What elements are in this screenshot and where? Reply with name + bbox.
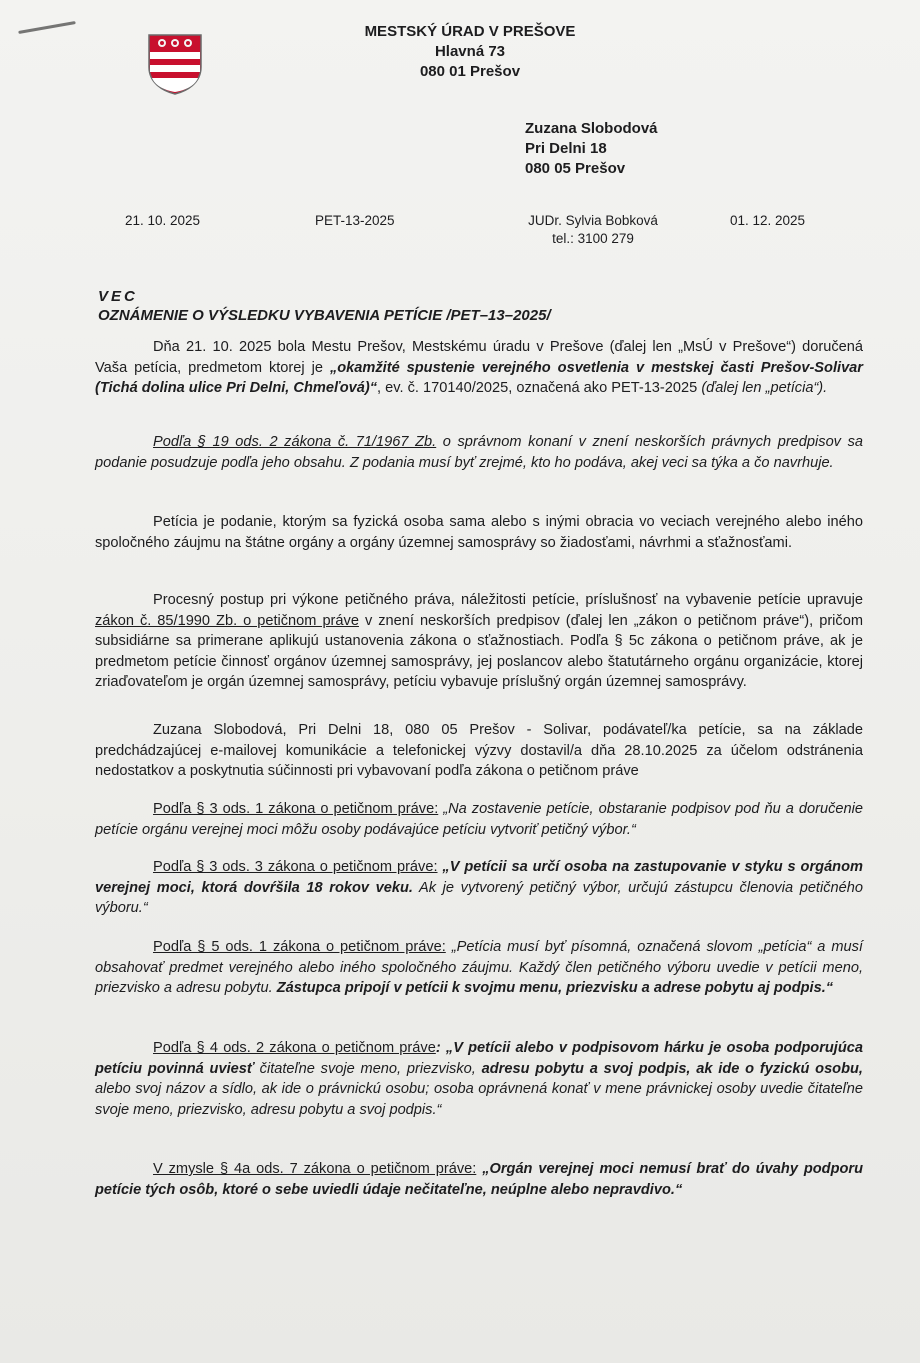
p6-quote: „Na zostavenie petície, obstaranie podpisov pod ňu a doručenie petície orgánu verejnej moci môžu osoby podávajúce petíciu vytvoriť petičný výbor.“ bbox=[95, 801, 863, 838]
p8-quote: „Petícia musí byť písomná, označená slovom „petícia“ a musí obsahovať predmet verejného alebo iného spoločného záujmu. Každý člen petičného výboru uvedie v petícii meno, priezvisko a adresu pobytu. bbox=[95, 939, 863, 996]
p1-subject: „okamžité spustenie verejného osvetlenia v mestskej časti Prešov-Solivar (Tichá dolina ulice Pri Delni, Chmeľová)“ bbox=[95, 359, 863, 396]
p9-quote-bold-2: adresu pobytu a svoj podpis, ak ide o fyzickú osobu, bbox=[481, 1060, 863, 1077]
paragraph-6 bbox=[95, 799, 863, 840]
p8-quote-bold: Zástupca pripojí v petícii k svojmu menu, priezvisku a adrese pobytu aj podpis.“ bbox=[276, 980, 834, 996]
paragraph-5 bbox=[95, 720, 863, 782]
office-city: 080 01 Prešov bbox=[419, 63, 521, 80]
p9-colon: : „ bbox=[435, 1040, 454, 1056]
addressee-street: Pri Delni 18 bbox=[525, 140, 607, 157]
p7-quote-bold: „V petícii sa určí osoba na zastupovanie v styku s orgánom verejnej moci, ktorá dovŕšila 18 rokov veku. bbox=[95, 859, 863, 896]
clerk-phone: tel.: 3100 279 bbox=[552, 231, 634, 246]
p7-law-ref: Podľa § 3 ods. 3 zákona o petičnom práve: bbox=[153, 859, 438, 875]
p8-law-ref: Podľa § 5 ods. 1 zákona o petičnom práve: bbox=[153, 939, 446, 955]
issue-date: 01. 12. 2025 bbox=[730, 213, 806, 228]
p6-law-ref: Podľa § 3 ods. 1 zákona o petičnom práve: bbox=[153, 801, 439, 817]
received-date: 21. 10. 2025 bbox=[125, 213, 201, 228]
p1-alias: (ďalej len „petícia“). bbox=[701, 380, 828, 396]
clerk-block bbox=[518, 212, 668, 248]
subject-block bbox=[98, 287, 551, 325]
p2-text: o správnom konaní v znení neskorších právnych predpisov sa podanie posudzuje podľa jeho obsahu. Z podania musí byť zrejmé, kto ho podáva, akej veci sa týka a čo navrhuje. bbox=[95, 434, 863, 471]
case-number: PET-13-2025 bbox=[315, 213, 395, 228]
p1-text: Dňa 21. 10. 2025 bola Mestu Prešov, Mestskému úradu v Prešove (ďalej len „MsÚ v Prešove“) doručená Vaša petícia, predmetom ktorej je bbox=[95, 339, 863, 376]
p4-law-ref: zákon č. 85/1990 Zb. o petičnom práve bbox=[95, 612, 359, 629]
p4-text: Procesný postup pri výkone petičného práva, náležitosti petície, príslušnosť na vybavenie petície upravuje bbox=[153, 592, 863, 608]
office-name: MESTSKÝ ÚRAD V PREŠOVE bbox=[364, 23, 576, 40]
coat-of-arms-icon bbox=[147, 33, 203, 95]
paragraph-7 bbox=[95, 857, 863, 919]
office-street: Hlavná 73 bbox=[434, 43, 506, 60]
p5-text: Zuzana Slobodová, Pri Delni 18, 080 05 Prešov - Solivar, podávateľ/ka petície, sa na základe predchádzajúcej e-mailovej komunikácie a telefonickej výzvy dostavil/a dňa 28.10.2025 za účelom odstránenia nedostatkov a poskytnutia súčinnosti pri vybavovaní podľa zákona o petičnom práve bbox=[95, 722, 863, 779]
addressee-block bbox=[525, 119, 658, 179]
paragraph-4 bbox=[95, 590, 863, 693]
p9-law-ref: Podľa § 4 ods. 2 zákona o petičnom práve bbox=[153, 1040, 436, 1056]
paragraph-3 bbox=[95, 512, 863, 553]
paragraph-8 bbox=[95, 937, 863, 999]
p9-quote-2: alebo svoj názov a sídlo, ak ide o právnickú osobu; osoba oprávnená konať v mene právnickej osoby uvedie čitateľne svoje meno, priezvisko, adresu pobytu a svoj podpis.“ bbox=[95, 1081, 863, 1118]
addressee-city: 080 05 Prešov bbox=[525, 160, 626, 177]
p10-law-ref: V zmysle § 4a ods. 7 zákona o petičnom práve: bbox=[153, 1161, 477, 1177]
subject-title: OZNÁMENIE O VÝSLEDKU VYBAVENIA PETÍCIE /PET–13–2025/ bbox=[98, 307, 551, 324]
pen-mark bbox=[18, 21, 76, 34]
paragraph-2 bbox=[95, 432, 863, 473]
p9-quote: čitateľne svoje meno, priezvisko, bbox=[253, 1060, 482, 1077]
paragraph-1 bbox=[95, 337, 863, 399]
clerk-name: JUDr. Sylvia Bobková bbox=[528, 213, 658, 228]
paragraph-10 bbox=[95, 1159, 863, 1200]
office-header bbox=[300, 22, 640, 82]
addressee-name: Zuzana Slobodová bbox=[525, 120, 658, 137]
p2-law-ref: Podľa § 19 ods. 2 zákona č. 71/1967 Zb. bbox=[153, 434, 437, 450]
p7-quote: Ak je vytvorený petičný výbor, určujú zástupcu členovia petičného výboru.“ bbox=[95, 879, 863, 916]
p10-quote: „Orgán verejnej moci nemusí brať do úvahy podporu petície tých osôb, ktoré o sebe uviedli údaje nečitateľne, neúplne alebo nepravdivo.“ bbox=[95, 1161, 864, 1198]
p4-text-cont: v znení neskorších predpisov (ďalej len „zákon o petičnom práve“), pričom subsidiárne sa primerane aplikujú ustanovenia zákona o sťažnostiach. Podľa § 5c zákona o petičnom práve, ak je predmetom petície činnosť orgánov územnej samosprávy, jej poslancov alebo štatutárneho orgánu organizácie, ktorej zriaďovateľom je orgán územnej samosprávy, petíciu vybavuje príslušný orgán územnej samosprávy. bbox=[95, 612, 863, 690]
p1-ref: , ev. č. 170140/2025, označená ako PET-13-2025 bbox=[377, 380, 702, 396]
subject-heading: VEC bbox=[98, 288, 138, 305]
p9-quote-bold: V petícii alebo v podpisovom hárku je osoba podporujúca petíciu povinná uviesť bbox=[95, 1040, 863, 1077]
p3-text: Petícia je podanie, ktorým sa fyzická osoba sama alebo s inými obracia vo veciach verejného alebo iného spoločného záujmu na štátne orgány a orgány územnej samosprávy so žiadosťami, návrhmi a sťažnosťami. bbox=[95, 514, 863, 551]
paragraph-9 bbox=[95, 1038, 863, 1120]
